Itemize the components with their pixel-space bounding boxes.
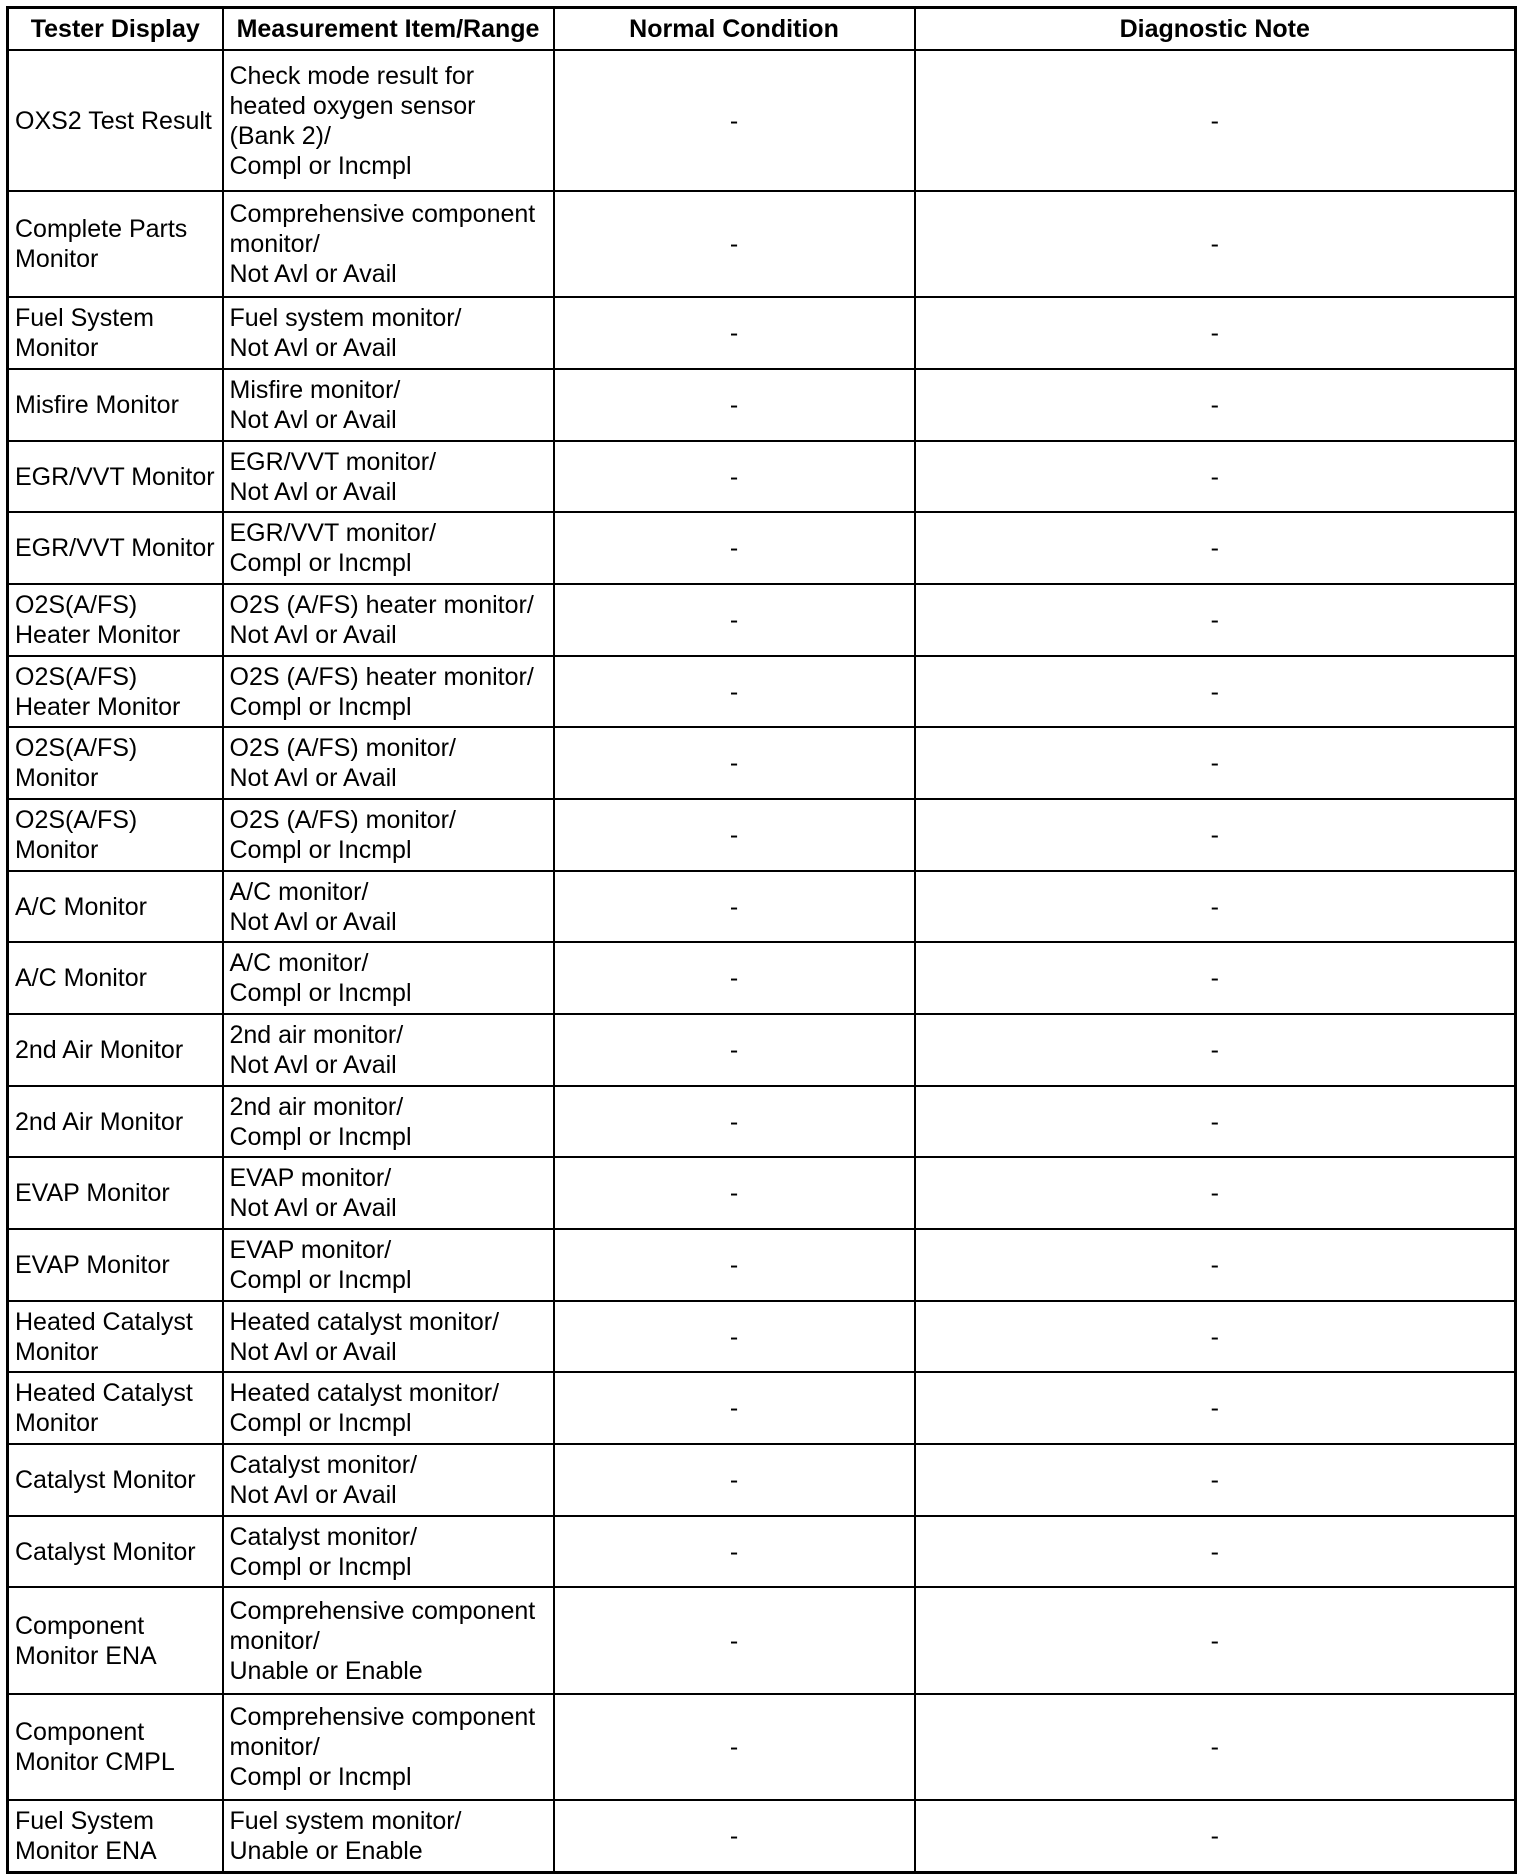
- cell-diagnostic-note-text: -: [1210, 462, 1219, 491]
- table-row: [8, 1157, 1516, 1229]
- cell-diagnostic-note: [915, 441, 1516, 513]
- table-row: [8, 512, 1516, 584]
- cell-normal-condition: [554, 1157, 915, 1229]
- cell-diagnostic-note: [915, 1444, 1516, 1516]
- cell-normal-condition: [554, 512, 915, 584]
- cell-measurement-item: [223, 191, 554, 297]
- table-row: [8, 656, 1516, 728]
- cell-diagnostic-note: [915, 942, 1516, 1014]
- cell-measurement-item-text: EGR/VVT monitor/ Compl or Incmpl: [229, 519, 437, 578]
- cell-tester-display-text: Complete Parts Monitor: [15, 215, 188, 274]
- cell-diagnostic-note: [915, 1301, 1516, 1373]
- cell-normal-condition: [554, 1516, 915, 1588]
- cell-normal-condition-text: -: [729, 1626, 739, 1655]
- cell-diagnostic-note: [915, 1516, 1516, 1588]
- cell-tester-display: [8, 1800, 223, 1872]
- table-row: [8, 369, 1516, 441]
- cell-diagnostic-note-text: -: [1210, 1107, 1219, 1136]
- cell-normal-condition-text: -: [729, 1537, 739, 1566]
- cell-tester-display: [8, 441, 223, 513]
- cell-measurement-item-text: Heated catalyst monitor/ Compl or Incmpl: [229, 1379, 500, 1438]
- cell-measurement-item-text: Heated catalyst monitor/ Not Avl or Avail: [229, 1307, 500, 1366]
- cell-normal-condition: [554, 50, 915, 191]
- cell-diagnostic-note: [915, 369, 1516, 441]
- cell-diagnostic-note-text: -: [1210, 1626, 1219, 1655]
- cell-measurement-item-text: Fuel system monitor/ Unable or Enable: [229, 1807, 462, 1866]
- cell-measurement-item-text: 2nd air monitor/ Not Avl or Avail: [229, 1020, 404, 1079]
- cell-measurement-item-text: O2S (A/FS) heater monitor/ Compl or Incmpl: [229, 662, 534, 721]
- cell-diagnostic-note-text: -: [1210, 820, 1219, 849]
- header-row: [8, 8, 1516, 51]
- cell-measurement-item: [223, 512, 554, 584]
- cell-tester-display-text: Catalyst Monitor: [15, 1537, 196, 1566]
- data-table: [6, 6, 1517, 1874]
- cell-normal-condition-text: -: [729, 1465, 739, 1494]
- cell-normal-condition: [554, 1086, 915, 1158]
- cell-measurement-item-text: O2S (A/FS) heater monitor/ Not Avl or Avail: [229, 590, 534, 649]
- cell-measurement-item-text: Comprehensive component monitor/ Not Avl or Avail: [229, 200, 536, 289]
- table-row: [8, 1372, 1516, 1444]
- cell-normal-condition: [554, 799, 915, 871]
- cell-normal-condition: [554, 584, 915, 656]
- cell-tester-display: [8, 1587, 223, 1693]
- cell-diagnostic-note-text: -: [1210, 1537, 1219, 1566]
- cell-normal-condition-text: -: [729, 1822, 739, 1851]
- cell-tester-display: [8, 584, 223, 656]
- cell-diagnostic-note-text: -: [1210, 106, 1219, 135]
- cell-tester-display-text: A/C Monitor: [15, 964, 147, 993]
- cell-diagnostic-note: [915, 1694, 1516, 1800]
- cell-diagnostic-note-text: -: [1210, 1732, 1219, 1761]
- table-row: [8, 1229, 1516, 1301]
- cell-diagnostic-note: [915, 191, 1516, 297]
- cell-tester-display-text: O2S(A/FS) Heater Monitor: [15, 590, 181, 649]
- cell-normal-condition: [554, 942, 915, 1014]
- cell-normal-condition-text: -: [729, 1732, 739, 1761]
- cell-diagnostic-note: [915, 871, 1516, 943]
- cell-diagnostic-note-text: -: [1210, 1250, 1219, 1279]
- cell-diagnostic-note: [915, 727, 1516, 799]
- cell-tester-display-text: Heated Catalyst Monitor: [15, 1379, 193, 1438]
- cell-measurement-item: [223, 799, 554, 871]
- cell-measurement-item: [223, 1301, 554, 1373]
- cell-measurement-item: [223, 656, 554, 728]
- cell-tester-display-text: O2S(A/FS) Monitor: [15, 734, 138, 793]
- cell-tester-display-text: Misfire Monitor: [15, 390, 179, 419]
- cell-measurement-item-text: Check mode result for heated oxygen sensor (Bank 2)/ Compl or Incmpl: [229, 61, 476, 180]
- cell-diagnostic-note-text: -: [1210, 605, 1219, 634]
- cell-tester-display-text: O2S(A/FS) Heater Monitor: [15, 662, 181, 721]
- cell-normal-condition-text: -: [729, 1322, 739, 1351]
- cell-normal-condition: [554, 441, 915, 513]
- cell-tester-display-text: Component Monitor CMPL: [15, 1717, 175, 1776]
- cell-measurement-item: [223, 1694, 554, 1800]
- cell-measurement-item-text: Catalyst monitor/ Compl or Incmpl: [229, 1522, 418, 1581]
- cell-diagnostic-note: [915, 50, 1516, 191]
- cell-diagnostic-note: [915, 512, 1516, 584]
- cell-diagnostic-note: [915, 656, 1516, 728]
- table-row: [8, 871, 1516, 943]
- cell-measurement-item: [223, 1372, 554, 1444]
- cell-normal-condition: [554, 191, 915, 297]
- cell-diagnostic-note: [915, 1229, 1516, 1301]
- table-row: [8, 1800, 1516, 1872]
- cell-measurement-item: [223, 369, 554, 441]
- header-tester-display: Tester Display: [8, 8, 223, 51]
- cell-measurement-item: [223, 1800, 554, 1872]
- cell-tester-display-text: 2nd Air Monitor: [15, 1035, 184, 1064]
- table-row: [8, 942, 1516, 1014]
- cell-normal-condition: [554, 656, 915, 728]
- cell-measurement-item-text: Comprehensive component monitor/ Unable or Enable: [229, 1596, 536, 1685]
- cell-measurement-item: [223, 1516, 554, 1588]
- cell-tester-display-text: O2S(A/FS) Monitor: [15, 805, 138, 864]
- cell-normal-condition-text: -: [729, 106, 739, 135]
- table-row: [8, 1694, 1516, 1800]
- cell-tester-display: [8, 512, 223, 584]
- cell-tester-display-text: EGR/VVT Monitor: [15, 462, 215, 491]
- table-row: [8, 727, 1516, 799]
- cell-measurement-item: [223, 584, 554, 656]
- cell-normal-condition: [554, 1229, 915, 1301]
- header-diagnostic-note: Diagnostic Note: [915, 8, 1516, 51]
- cell-tester-display: [8, 799, 223, 871]
- cell-normal-condition-text: -: [729, 1107, 739, 1136]
- cell-measurement-item: [223, 871, 554, 943]
- cell-measurement-item-text: Comprehensive component monitor/ Compl or Incmpl: [229, 1702, 536, 1791]
- cell-normal-condition-text: -: [729, 230, 739, 259]
- cell-normal-condition-text: -: [729, 820, 739, 849]
- cell-diagnostic-note: [915, 1157, 1516, 1229]
- cell-diagnostic-note-text: -: [1210, 390, 1219, 419]
- cell-normal-condition-text: -: [729, 749, 739, 778]
- cell-measurement-item-text: Misfire monitor/ Not Avl or Avail: [229, 375, 401, 434]
- cell-measurement-item-text: A/C monitor/ Compl or Incmpl: [229, 949, 412, 1008]
- cell-normal-condition-text: -: [729, 677, 739, 706]
- cell-normal-condition: [554, 1301, 915, 1373]
- cell-measurement-item: [223, 1229, 554, 1301]
- cell-normal-condition-text: -: [729, 390, 739, 419]
- table-row: [8, 1587, 1516, 1693]
- cell-tester-display: [8, 727, 223, 799]
- cell-measurement-item-text: 2nd air monitor/ Compl or Incmpl: [229, 1092, 412, 1151]
- cell-diagnostic-note-text: -: [1210, 1394, 1219, 1423]
- cell-tester-display: [8, 1694, 223, 1800]
- cell-measurement-item: [223, 1086, 554, 1158]
- cell-measurement-item-text: EVAP monitor/ Not Avl or Avail: [229, 1164, 397, 1223]
- cell-normal-condition-text: -: [729, 462, 739, 491]
- cell-diagnostic-note: [915, 584, 1516, 656]
- cell-tester-display: [8, 942, 223, 1014]
- cell-normal-condition: [554, 1800, 915, 1872]
- cell-diagnostic-note: [915, 1587, 1516, 1693]
- cell-diagnostic-note-text: -: [1210, 1322, 1219, 1351]
- cell-tester-display: [8, 297, 223, 369]
- header-normal-condition: Normal Condition: [554, 8, 915, 51]
- table-row: [8, 1014, 1516, 1086]
- cell-diagnostic-note: [915, 1372, 1516, 1444]
- cell-tester-display: [8, 1229, 223, 1301]
- cell-normal-condition-text: -: [729, 1179, 739, 1208]
- cell-tester-display: [8, 871, 223, 943]
- cell-measurement-item-text: A/C monitor/ Not Avl or Avail: [229, 877, 397, 936]
- cell-tester-display-text: OXS2 Test Result: [15, 106, 212, 135]
- cell-measurement-item: [223, 441, 554, 513]
- cell-normal-condition: [554, 1444, 915, 1516]
- cell-tester-display: [8, 1444, 223, 1516]
- cell-normal-condition: [554, 1694, 915, 1800]
- cell-diagnostic-note-text: -: [1210, 1035, 1219, 1064]
- cell-tester-display: [8, 50, 223, 191]
- table-row: [8, 1301, 1516, 1373]
- cell-tester-display: [8, 1372, 223, 1444]
- cell-tester-display: [8, 191, 223, 297]
- cell-normal-condition-text: -: [729, 964, 739, 993]
- cell-normal-condition: [554, 1372, 915, 1444]
- table-row: [8, 297, 1516, 369]
- cell-tester-display-text: Component Monitor ENA: [15, 1611, 157, 1670]
- cell-normal-condition-text: -: [729, 1035, 739, 1064]
- cell-normal-condition-text: -: [729, 319, 739, 348]
- cell-diagnostic-note-text: -: [1210, 892, 1219, 921]
- cell-measurement-item: [223, 727, 554, 799]
- table-row: [8, 799, 1516, 871]
- table-row: [8, 191, 1516, 297]
- cell-tester-display-text: Catalyst Monitor: [15, 1465, 196, 1494]
- cell-diagnostic-note-text: -: [1210, 534, 1219, 563]
- cell-diagnostic-note-text: -: [1210, 749, 1219, 778]
- cell-tester-display: [8, 369, 223, 441]
- cell-measurement-item-text: O2S (A/FS) monitor/ Not Avl or Avail: [229, 734, 456, 793]
- cell-diagnostic-note-text: -: [1210, 1822, 1219, 1851]
- cell-tester-display: [8, 656, 223, 728]
- cell-tester-display: [8, 1014, 223, 1086]
- table-row: [8, 584, 1516, 656]
- cell-diagnostic-note: [915, 1014, 1516, 1086]
- table-row: [8, 50, 1516, 191]
- cell-tester-display-text: EVAP Monitor: [15, 1250, 170, 1279]
- cell-diagnostic-note: [915, 1800, 1516, 1872]
- cell-diagnostic-note-text: -: [1210, 1179, 1219, 1208]
- cell-measurement-item: [223, 1444, 554, 1516]
- cell-normal-condition-text: -: [729, 1394, 739, 1423]
- cell-measurement-item-text: EGR/VVT monitor/ Not Avl or Avail: [229, 447, 437, 506]
- cell-tester-display-text: EVAP Monitor: [15, 1179, 170, 1208]
- cell-measurement-item-text: Catalyst monitor/ Not Avl or Avail: [229, 1450, 418, 1509]
- cell-diagnostic-note: [915, 1086, 1516, 1158]
- cell-normal-condition: [554, 1014, 915, 1086]
- cell-normal-condition: [554, 369, 915, 441]
- cell-measurement-item: [223, 297, 554, 369]
- header-measurement-item: Measurement Item/Range: [223, 8, 554, 51]
- table-body: [8, 50, 1516, 1873]
- cell-normal-condition-text: -: [729, 534, 739, 563]
- cell-measurement-item-text: Fuel system monitor/ Not Avl or Avail: [229, 304, 462, 363]
- cell-measurement-item-text: EVAP monitor/ Compl or Incmpl: [229, 1235, 412, 1294]
- cell-normal-condition-text: -: [729, 1250, 739, 1279]
- cell-tester-display: [8, 1301, 223, 1373]
- cell-measurement-item-text: O2S (A/FS) monitor/ Compl or Incmpl: [229, 805, 456, 864]
- cell-normal-condition-text: -: [729, 892, 739, 921]
- cell-measurement-item: [223, 942, 554, 1014]
- cell-tester-display: [8, 1516, 223, 1588]
- table-row: [8, 1086, 1516, 1158]
- cell-diagnostic-note-text: -: [1210, 964, 1219, 993]
- cell-normal-condition: [554, 871, 915, 943]
- cell-tester-display: [8, 1157, 223, 1229]
- table-row: [8, 441, 1516, 513]
- cell-normal-condition: [554, 727, 915, 799]
- table-row: [8, 1444, 1516, 1516]
- cell-measurement-item: [223, 1157, 554, 1229]
- cell-tester-display: [8, 1086, 223, 1158]
- cell-tester-display-text: 2nd Air Monitor: [15, 1107, 184, 1136]
- cell-tester-display-text: Fuel System Monitor ENA: [15, 1807, 157, 1866]
- cell-diagnostic-note-text: -: [1210, 230, 1219, 259]
- cell-tester-display-text: Heated Catalyst Monitor: [15, 1307, 193, 1366]
- cell-measurement-item: [223, 1014, 554, 1086]
- cell-diagnostic-note: [915, 799, 1516, 871]
- cell-normal-condition: [554, 297, 915, 369]
- cell-normal-condition-text: -: [729, 605, 739, 634]
- cell-normal-condition: [554, 1587, 915, 1693]
- cell-measurement-item: [223, 1587, 554, 1693]
- cell-tester-display-text: Fuel System Monitor: [15, 304, 154, 363]
- cell-diagnostic-note-text: -: [1210, 1465, 1219, 1494]
- cell-tester-display-text: A/C Monitor: [15, 892, 147, 921]
- cell-diagnostic-note-text: -: [1210, 677, 1219, 706]
- cell-diagnostic-note: [915, 297, 1516, 369]
- cell-measurement-item: [223, 50, 554, 191]
- cell-diagnostic-note-text: -: [1210, 319, 1219, 348]
- table-row: [8, 1516, 1516, 1588]
- cell-tester-display-text: EGR/VVT Monitor: [15, 534, 215, 563]
